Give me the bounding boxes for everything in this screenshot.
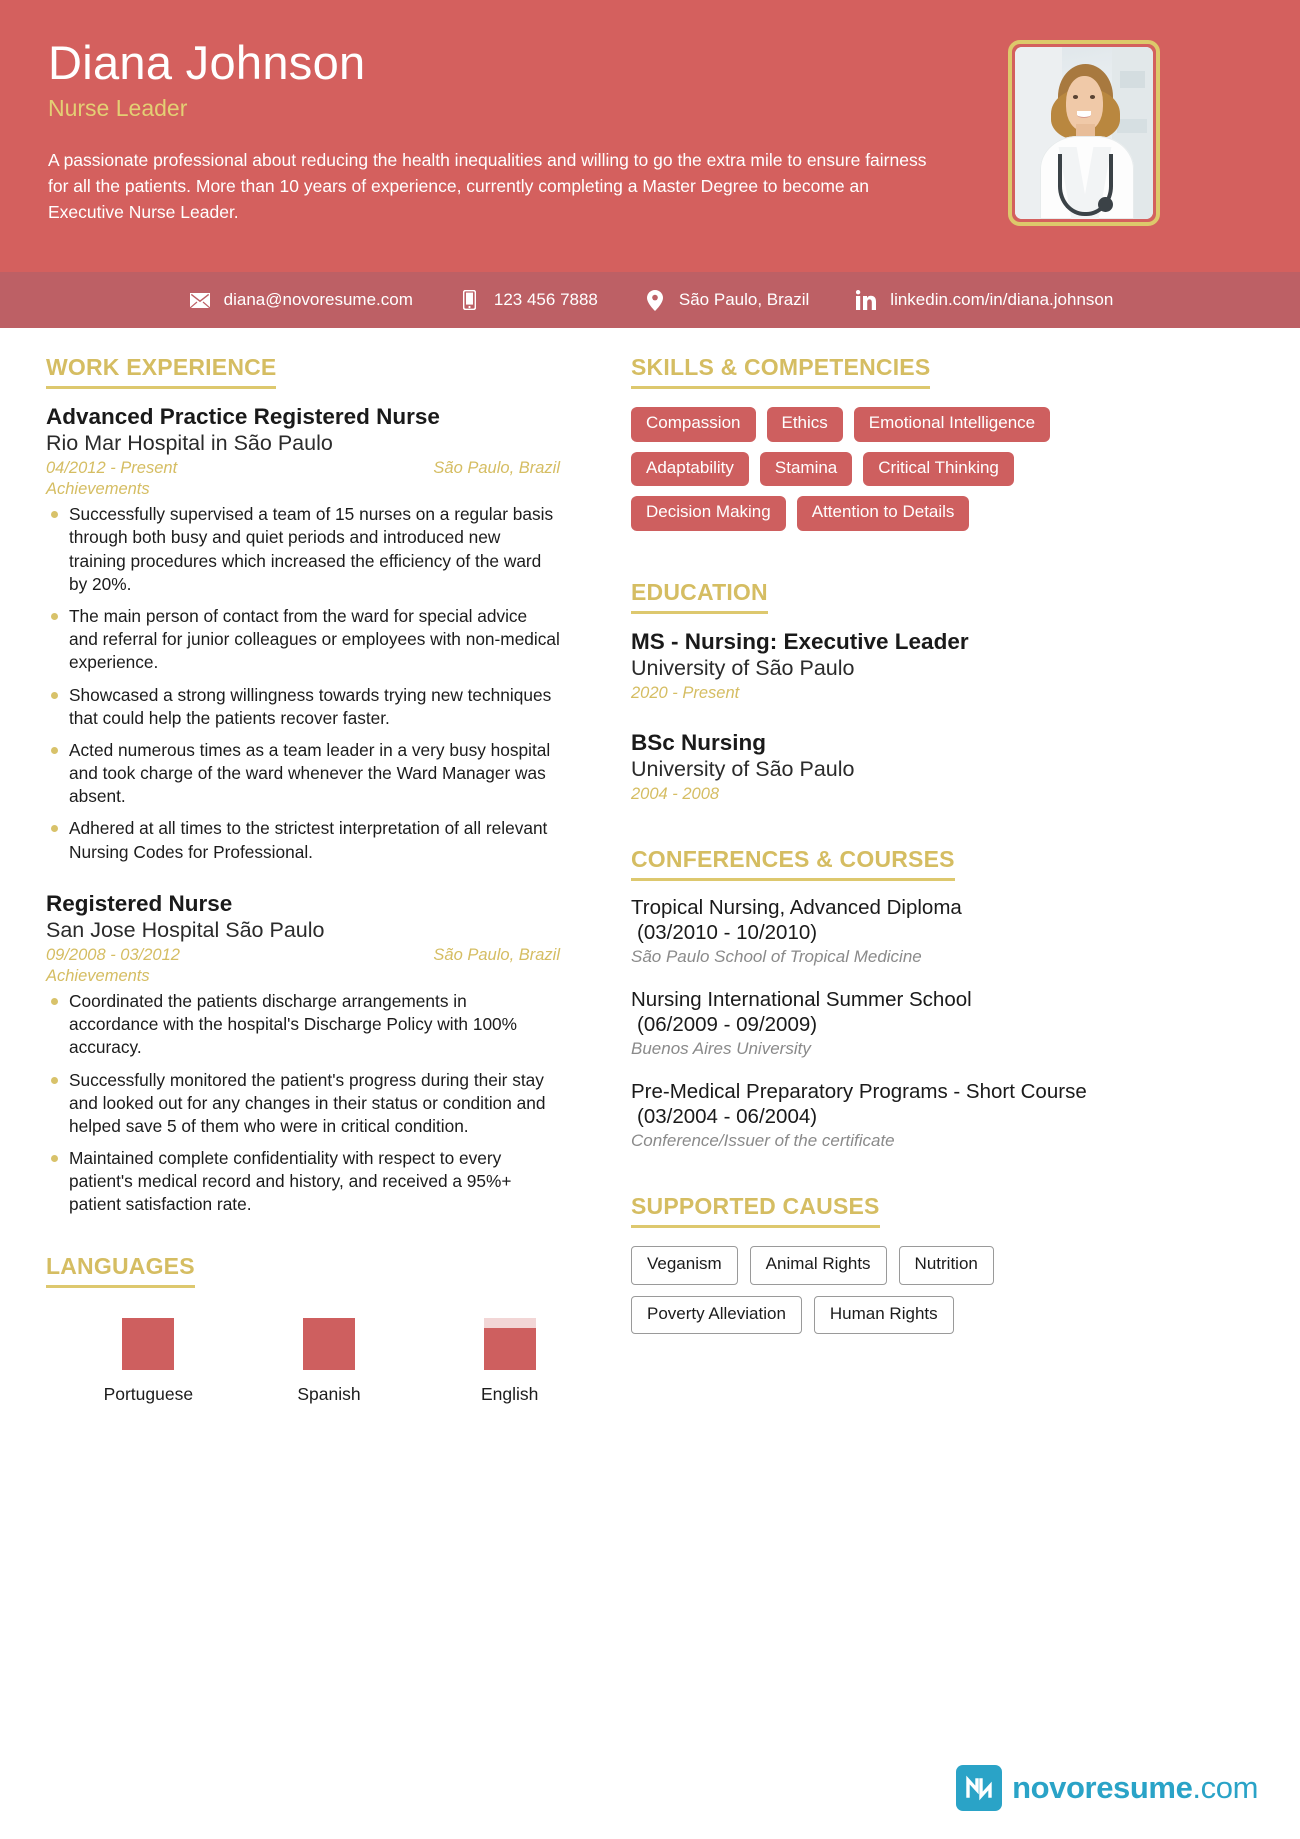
phone-icon (457, 290, 483, 310)
conferences-section (631, 846, 1146, 1151)
contact-location[interactable] (642, 290, 809, 311)
skill-tag: Decision Making (631, 496, 786, 531)
cause-tag: Poverty Alleviation (631, 1296, 802, 1335)
education-school: University of São Paulo (631, 656, 855, 681)
education-dates: 2004 - 2008 (631, 784, 720, 803)
language-item (279, 1318, 380, 1405)
education-dates: 2020 - Present (631, 683, 740, 702)
skills-tag-list (631, 407, 1146, 531)
supported-causes-tag-list (631, 1246, 1146, 1334)
supported-causes-section (631, 1193, 1146, 1334)
candidate-job-title: Nurse Leader (48, 95, 188, 122)
candidate-name: Diana Johnson (48, 36, 366, 89)
contact-phone-text: 123 456 7888 (493, 290, 598, 309)
education-degree: BSc Nursing (631, 729, 767, 755)
job-bullet-list (48, 990, 560, 1217)
education-section (631, 579, 1146, 804)
conference-name: Pre-Medical Preparatory Programs - Short Course (631, 1079, 1087, 1103)
profile-photo (1015, 47, 1153, 219)
skill-tag: Ethics (767, 407, 843, 442)
resume-body (0, 328, 1300, 1431)
job-bullet: Successfully monitored the patient's progress during their stay and looked out for any changes in their status or condition and helped save 5 of them who were in critical condition. (48, 1069, 560, 1139)
job-bullet: Acted numerous times as a team leader in a very busy hospital and took charge of the ward whenever the Ward Manager was absent. (48, 739, 560, 809)
conference-entry (631, 1079, 1146, 1151)
job-achievements-label: Achievements (46, 967, 150, 986)
job-entry (46, 890, 560, 1217)
education-school: University of São Paulo (631, 756, 855, 781)
conference-issuer: Buenos Aires University (631, 1038, 811, 1058)
novoresume-brand: novoresume (1012, 1770, 1193, 1805)
skills-heading: SKILLS & COMPETENCIES (631, 354, 930, 389)
job-bullet: Maintained complete confidentiality with respect to every patient's medical record and history, and received a 95%+ patient satisfaction rate. (48, 1147, 560, 1217)
conference-name: Nursing International Summer School (631, 987, 972, 1011)
resume-header (0, 0, 1300, 272)
novoresume-tld: .com (1192, 1770, 1258, 1805)
job-location: São Paulo, Brazil (433, 459, 560, 478)
language-item (98, 1318, 199, 1405)
languages-heading: LANGUAGES (46, 1253, 195, 1288)
language-level-fill (303, 1318, 355, 1370)
job-entry (46, 403, 560, 864)
conference-dates: (06/2009 - 09/2009) (637, 1012, 818, 1036)
job-meta (46, 459, 560, 478)
skill-tag: Compassion (631, 407, 756, 442)
language-label: Portuguese (103, 1383, 194, 1404)
work-experience-section (46, 354, 560, 1217)
profile-photo-frame (1008, 40, 1160, 226)
novoresume-logo-icon (956, 1765, 1002, 1811)
profile-summary: A passionate professional about reducing the health inequalities and willing to go the extra mile to ensure fairness for all the patients. More than 10 years of experience, currently completing a Master Degree to become an Executive Nurse Leader. (48, 150, 927, 223)
contact-email[interactable] (187, 290, 413, 310)
education-degree: MS - Nursing: Executive Leader (631, 629, 969, 655)
job-bullet: Successfully supervised a team of 15 nurses on a regular basis through both busy and quiet periods and introduced new training procedures which increased the efficiency of the ward by 20%. (48, 503, 560, 596)
contact-linkedin[interactable] (853, 290, 1113, 310)
contact-email-text: diana@novoresume.com (223, 290, 413, 309)
novoresume-footer-logo[interactable] (956, 1765, 1258, 1811)
cause-tag: Veganism (631, 1246, 738, 1285)
language-item (459, 1318, 560, 1405)
language-level-gauge (122, 1318, 174, 1370)
language-label: Spanish (297, 1383, 361, 1404)
cause-tag: Human Rights (814, 1296, 954, 1335)
skill-tag: Emotional Intelligence (854, 407, 1050, 442)
conference-name: Tropical Nursing, Advanced Diploma (631, 895, 962, 919)
job-company: San Jose Hospital São Paulo (46, 918, 325, 943)
left-column (46, 354, 586, 1431)
right-column (586, 354, 1146, 1431)
education-entry (631, 729, 1146, 804)
languages-list (46, 1318, 560, 1405)
supported-causes-heading: SUPPORTED CAUSES (631, 1193, 880, 1228)
education-heading: EDUCATION (631, 579, 768, 614)
cause-tag: Nutrition (899, 1246, 994, 1285)
conferences-heading: CONFERENCES & COURSES (631, 846, 955, 881)
envelope-icon (187, 293, 213, 308)
job-bullet: The main person of contact from the ward for special advice and referral for junior colleagues or employees with non-medical experience. (48, 605, 560, 675)
linkedin-icon (853, 290, 879, 310)
job-role: Registered Nurse (46, 890, 233, 916)
contact-location-text: São Paulo, Brazil (678, 290, 810, 309)
language-level-fill (122, 1318, 174, 1370)
job-achievements-label: Achievements (46, 480, 150, 499)
skill-tag: Critical Thinking (863, 452, 1014, 487)
languages-section (46, 1253, 560, 1405)
conference-entry (631, 987, 1146, 1059)
conference-dates: (03/2010 - 10/2010) (637, 920, 818, 944)
job-bullet: Coordinated the patients discharge arrangements in accordance with the hospital's Discharge Policy with 100% accuracy. (48, 990, 560, 1060)
conference-dates: (03/2004 - 06/2004) (637, 1104, 818, 1128)
novoresume-wordmark (1012, 1770, 1258, 1806)
work-experience-heading: WORK EXPERIENCE (46, 354, 276, 389)
conference-entry (631, 895, 1146, 967)
header-text-block (48, 38, 1008, 226)
job-company: Rio Mar Hospital in São Paulo (46, 431, 333, 456)
cause-tag: Animal Rights (750, 1246, 887, 1285)
skill-tag: Stamina (760, 452, 852, 487)
skill-tag: Adaptability (631, 452, 749, 487)
language-level-gauge (303, 1318, 355, 1370)
job-bullet-list (48, 503, 560, 863)
education-entry (631, 628, 1146, 703)
skills-section (631, 354, 1146, 531)
job-meta (46, 946, 560, 965)
conference-issuer: Conference/Issuer of the certificate (631, 1130, 895, 1150)
contact-bar (0, 272, 1300, 328)
job-bullet: Adhered at all times to the strictest interpretation of all relevant Nursing Codes for Professional. (48, 817, 560, 863)
job-dates: 04/2012 - Present (46, 459, 178, 478)
language-level-gauge (484, 1318, 536, 1370)
skill-tag: Attention to Details (797, 496, 970, 531)
language-label: English (480, 1383, 539, 1404)
contact-linkedin-text: linkedin.com/in/diana.johnson (890, 290, 1114, 309)
language-level-fill (484, 1328, 536, 1370)
job-dates: 09/2008 - 03/2012 (46, 946, 180, 965)
contact-phone[interactable] (457, 290, 598, 310)
location-pin-icon (642, 290, 668, 311)
job-location: São Paulo, Brazil (433, 946, 560, 965)
job-role: Advanced Practice Registered Nurse (46, 404, 440, 429)
job-bullet: Showcased a strong willingness towards trying new techniques that could help the patients recover faster. (48, 684, 560, 730)
conference-issuer: São Paulo School of Tropical Medicine (631, 946, 922, 966)
